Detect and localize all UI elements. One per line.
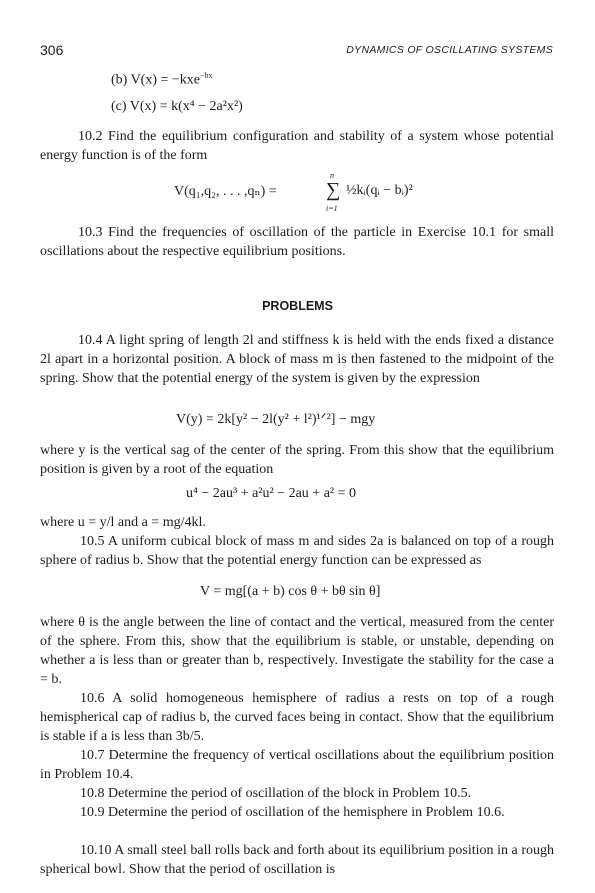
problem-10-6: 10.6 A solid homogeneous hemisphere of radius a rests on top of a rough hemispherical cap of radius b, the curved faces being in contact. Show that the equilibrium is stable if a is less than 3b/5. — [40, 691, 554, 744]
problems-heading: PROBLEMS — [262, 299, 333, 313]
problem-10-9: 10.9 Determine the period of oscillation of the hemisphere in Problem 10.6. — [80, 805, 505, 820]
exercise-10-2-equation-lhs: V(q₁,q₂, . . . ,qₙ) = — [174, 184, 277, 199]
running-title: DYNAMICS OF OSCILLATING SYSTEMS — [346, 44, 553, 56]
problem-10-5-equation: V = mg[(a + b) cos θ + bθ sin θ] — [200, 584, 381, 599]
item-b-exponent: −bx — [200, 71, 213, 80]
problem-10-4-equation-2: u⁴ − 2au³ + a²u² − 2au + a² = 0 — [186, 486, 357, 501]
item-b — [111, 71, 213, 89]
problem-10-4: 10.4 A light spring of length 2l and stiffness k is held with the ends fixed a distance 2l apart in a horizontal position. A block of mass m is then fastened to the midpoint of the spring. Show that the potential energy of the system is given by the expression — [40, 333, 554, 386]
problem-10-5-continuation: where θ is the angle between the line of contact and the vertical, measured from the center of the sphere. From this, show that the equilibrium is stable, or unstable, depending on whether a is less than or greater than b, respectively. Investigate the stability for the case a = b. — [40, 615, 554, 687]
sum-lower-limit: i=1 — [326, 204, 338, 213]
problem-10-8: 10.8 Determine the period of oscillation of the block in Problem 10.5. — [80, 786, 472, 801]
sum-upper-limit: n — [330, 171, 334, 180]
page-header — [40, 42, 553, 58]
problem-10-4-continuation: where y is the vertical sag of the center of the spring. From this show that the equilibrium position is given by a root of the equation — [40, 443, 554, 477]
problem-10-7: 10.7 Determine the frequency of vertical oscillations about the equilibrium position in Problem 10.4. — [40, 748, 554, 782]
summation-sign: ∑ — [326, 179, 341, 201]
exercise-10-3: 10.3 Find the frequencies of oscillation of the particle in Exercise 10.1 for small oscillations about the respective equilibrium positions. — [40, 225, 554, 259]
exercise-10-2-equation-rhs: ½kᵢ(qᵢ − bᵢ)² — [346, 183, 413, 198]
problem-10-4-where: where u = y/l and a = mg/4kl. — [40, 515, 206, 530]
exercise-10-2: 10.2 Find the equilibrium configuration and stability of a system whose potential energy function is of the form — [40, 129, 554, 163]
item-c: (c) V(x) = k(x⁴ − 2a²x²) — [111, 99, 243, 114]
problem-10-4-equation: V(y) = 2k[y² − 2l(y² + l²)¹ᐟ²] − mgy — [176, 412, 376, 427]
problem-10-5: 10.5 A uniform cubical block of mass m and sides 2a is balanced on top of a rough sphere of radius b. Show that the potential energy function can be expressed as — [40, 534, 554, 568]
problem-10-10: 10.10 A small steel ball rolls back and forth about its equilibrium position in a rough spherical bowl. Show that the period of oscillation is — [40, 843, 554, 877]
page-number: 306 — [40, 42, 64, 58]
item-b-text: (b) V(x) = −kxe — [111, 72, 201, 88]
